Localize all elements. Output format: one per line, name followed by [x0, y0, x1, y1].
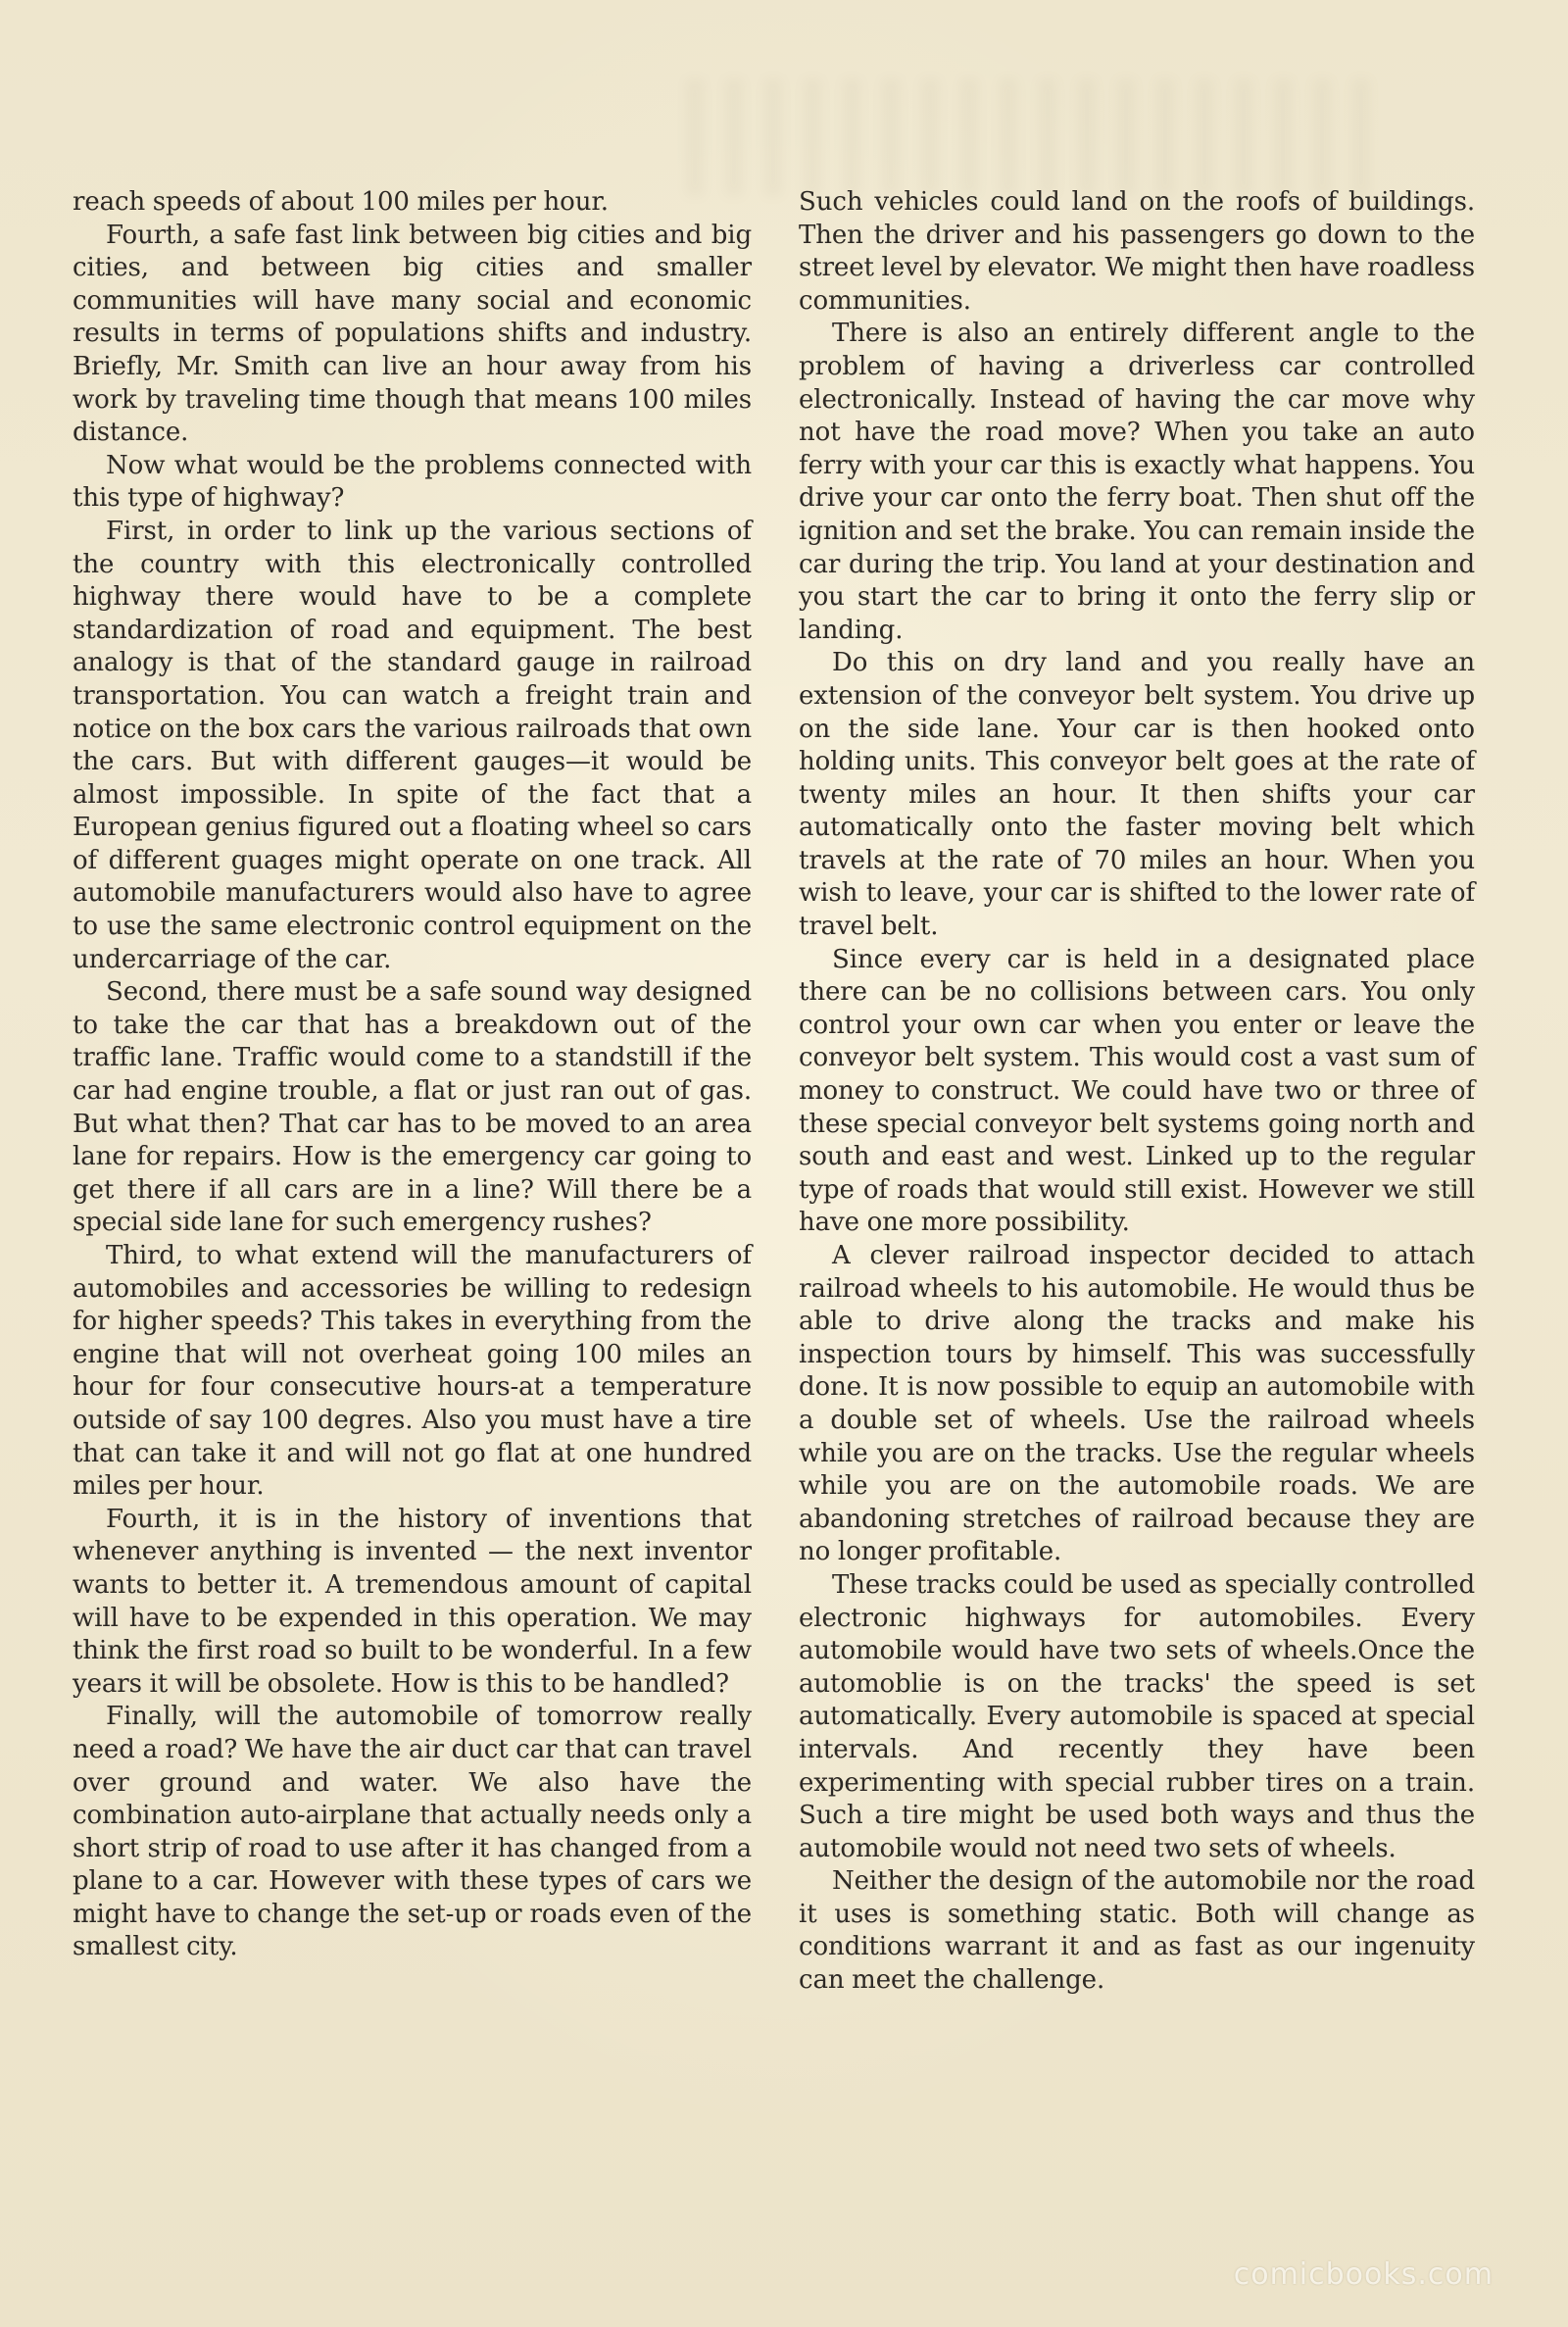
site-watermark: comicbooks.com [1233, 2257, 1494, 2292]
paragraph: Fourth, a safe fast link between big cities and big cities, and between big cities and smaller communities will have many social and economic results in terms of populations shifts and industry. Briefly, Mr. Smith can live an hour away from his work by traveling time though that means 100 miles distance. [73, 220, 752, 448]
paragraph: These tracks could be used as specially controlled electronic highways for automobiles. Every automobile would have two sets of wheels.Once the automoblie is on the tracks' the speed is set automatically. Every automobile is spaced at special intervals. And recently they have been experimenting with special rubber tires on a train. Such a tire might be used both ways and thus the automobile would not need two sets of wheels. [799, 1569, 1475, 1863]
paragraph: Such vehicles could land on the roofs of buildings. Then the driver and his passengers go down to the street level by elevator. We might then have roadless communities. [799, 187, 1475, 316]
paragraph: Neither the design of the automobile nor the road it uses is something static. Both will change as conditions warrant it and as fast as our ingenuity can meet the challenge. [799, 1866, 1475, 1996]
right-text-column [799, 186, 1475, 1998]
paragraph: Fourth, it is in the history of inventions that whenever anything is invented — the next inventor wants to better it. A tremendous amount of capital will have to be expended in this operation. We may think the first road so built to be wonderful. In a few years it will be obsolete. How is this to be handled? [73, 1504, 752, 1699]
paragraph: There is also an entirely different angle to the problem of having a driverless car controlled electronically. Instead of having the car move why not have the road move? When you take an auto ferry with your car this is exactly what happens. You drive your car onto the ferry boat. Then shut off the ignition and set the brake. You can remain inside the car during the trip. You land at your destination and you start the car to bring it onto the ferry slip or landing. [799, 319, 1475, 645]
left-text-column [73, 186, 752, 1964]
paragraph: Second, there must be a safe sound way designed to take the car that has a breakdown out of the traffic lane. Traffic would come to a standstill if the car had engine trouble, a flat or just ran out of gas. But what then? That car has to be moved to an area lane for repairs. How is the emergency car going to get there if all cars are in a line? Will there be a special side lane for such emergency rushes? [73, 977, 752, 1238]
paragraph: Since every car is held in a designated place there can be no collisions between cars. You only control your own car when you enter or leave the conveyor belt system. This would cost a vast sum of money to construct. We could have two or three of these special conveyor belt systems going north and south and east and west. Linked up to the regular type of roads that would still exist. However we still have one more possibility. [799, 944, 1475, 1238]
paragraph: Do this on dry land and you really have an extension of the conveyor belt system. You drive up on the side lane. Your car is then hooked onto holding units. This conveyor belt goes at the rate of twenty miles an hour. It then shifts your car automatically onto the faster moving belt which travels at the rate of 70 miles an hour. When you wish to leave, your car is shifted to the lower rate of travel belt. [799, 648, 1475, 942]
paragraph: reach speeds of about 100 miles per hour. [73, 187, 609, 217]
paragraph: First, in order to link up the various sections of the country with this electronically controlled highway there would have to be a complete standardization of road and equipment. The best analogy is that of the standard gauge in railroad transportation. You can watch a freight train and notice on the box cars the various railroads that own the cars. But with different gauges—it would be almost impossible. In spite of the fact that a European genius figured out a floating wheel so cars of different guages might operate on one track. All automobile manufacturers would also have to agree to use the same electronic control equipment on the undercarriage of the car. [73, 516, 752, 974]
bleed-through-shadow [686, 78, 1372, 196]
paragraph: Finally, will the automobile of tomorrow really need a road? We have the air duct car that can travel over ground and water. We also have the combination auto-airplane that actually needs only a short strip of road to use after it has changed from a plane to a car. However with these types of cars we might have to change the set-up or roads even of the smallest city. [73, 1702, 752, 1962]
paragraph: A clever railroad inspector decided to attach railroad wheels to his automobile. He would thus be able to drive along the tracks and make his inspection tours by himself. This was successfully done. It is now possible to equip an automobile with a double set of wheels. Use the railroad wheels while you are on the tracks. Use the regular wheels while you are on the automobile roads. We are abandoning stretches of railroad because they are no longer profitable. [799, 1241, 1475, 1567]
paragraph: Third, to what extend will the manufacturers of automobiles and accessories be willing to redesign for higher speeds? This takes in everything from the engine that will not overheat going 100 miles an hour for four consecutive hours-at a temperature outside of say 100 degres. Also you must have a tire that can take it and will not go flat at one hundred miles per hour. [73, 1241, 752, 1502]
paragraph: Now what would be the problems connected with this type of highway? [73, 450, 752, 514]
